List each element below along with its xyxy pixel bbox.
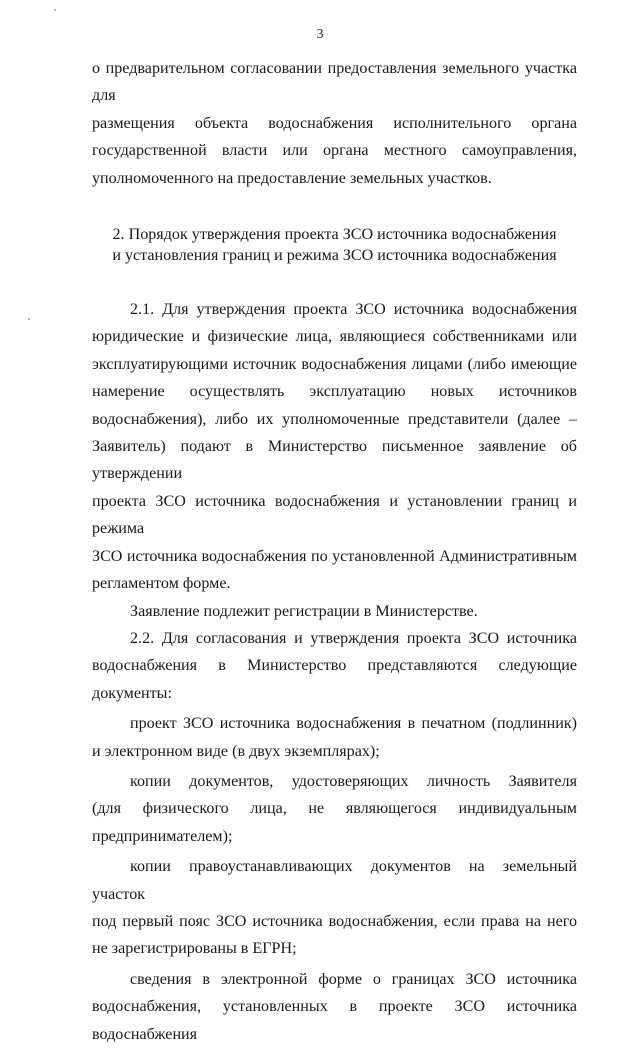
text-line: 2.1. Для утверждения проекта ЗСО источника водоснабжения [130, 301, 577, 319]
list-item [92, 768, 577, 850]
text-line: и электронном виде (в двух экземплярах); [92, 742, 380, 760]
section-heading [92, 224, 577, 266]
text-line: намерение осуществлять эксплуатацию новых источников [92, 383, 577, 401]
text-line: Заявитель) подают в Министерство письменное заявление об утверждении [92, 438, 577, 483]
registration-paragraph [92, 598, 577, 625]
scan-speck [54, 9, 56, 11]
scan-speck [28, 318, 30, 320]
text-line: предпринимателем); [92, 827, 233, 845]
paragraph-2-2 [92, 625, 577, 707]
text-line: водоснабжения, установленных в проекте ЗСО источника водоснабжения [92, 998, 577, 1043]
text-line: (для физического лица, не являющегося индивидуальным [92, 800, 577, 818]
list-item [92, 853, 577, 963]
text-line: размещения объекта водоснабжения исполнительного органа [92, 114, 577, 132]
text-line: государственной власти или органа местного самоуправления, [92, 142, 577, 160]
text-line: под первый пояс ЗСО источника водоснабжения, если права на него [92, 912, 577, 930]
text-line: проекта ЗСО источника водоснабжения и установлении границ и режима [92, 492, 577, 538]
page-number: 3 [316, 27, 324, 42]
text-line: копии документов, удостоверяющих личность Заявителя [130, 772, 577, 790]
intro-paragraph [92, 55, 577, 192]
text-line: сведения в электронной форме о границах ЗСО источника [130, 970, 577, 988]
text-line: о предварительном согласовании предоставления земельного участка для [92, 60, 577, 105]
heading-line: и установления границ и режима ЗСО источника водоснабжения [112, 247, 557, 265]
text-line: проект ЗСО источника водоснабжения в печатном (подлинник) [130, 715, 577, 733]
text-line: водоснабжения), либо их уполномоченные представители (далее – [92, 410, 577, 428]
heading-line: 2. Порядок утверждения проекта ЗСО источника водоснабжения [112, 226, 557, 244]
document-body [92, 55, 577, 1048]
text-line: юридические и физические лица, являющиеся собственниками или [92, 328, 577, 346]
text-line: уполномоченного на предоставление земельных участков. [92, 169, 492, 187]
list-item [92, 966, 577, 1048]
text-line: 2.2. Для согласования и утверждения проекта ЗСО источника [130, 629, 577, 647]
text-line: регламентом форме. [92, 575, 231, 593]
paragraph-2-1 [92, 296, 577, 597]
text-line: ЗСО источника водоснабжения по установленной Административным [92, 547, 577, 565]
text-line: не зарегистрированы в ЕГРН; [92, 940, 297, 958]
text-line: водоснабжения в Министерство представляются следующие документы: [92, 657, 577, 702]
text-line: копии правоустанавливающих документов на земельный участок [92, 858, 577, 903]
list-item [92, 710, 577, 765]
text-line: Заявление подлежит регистрации в Министерстве. [130, 602, 478, 620]
text-line: эксплуатирующими источник водоснабжения лицами (либо имеющие [92, 355, 577, 373]
